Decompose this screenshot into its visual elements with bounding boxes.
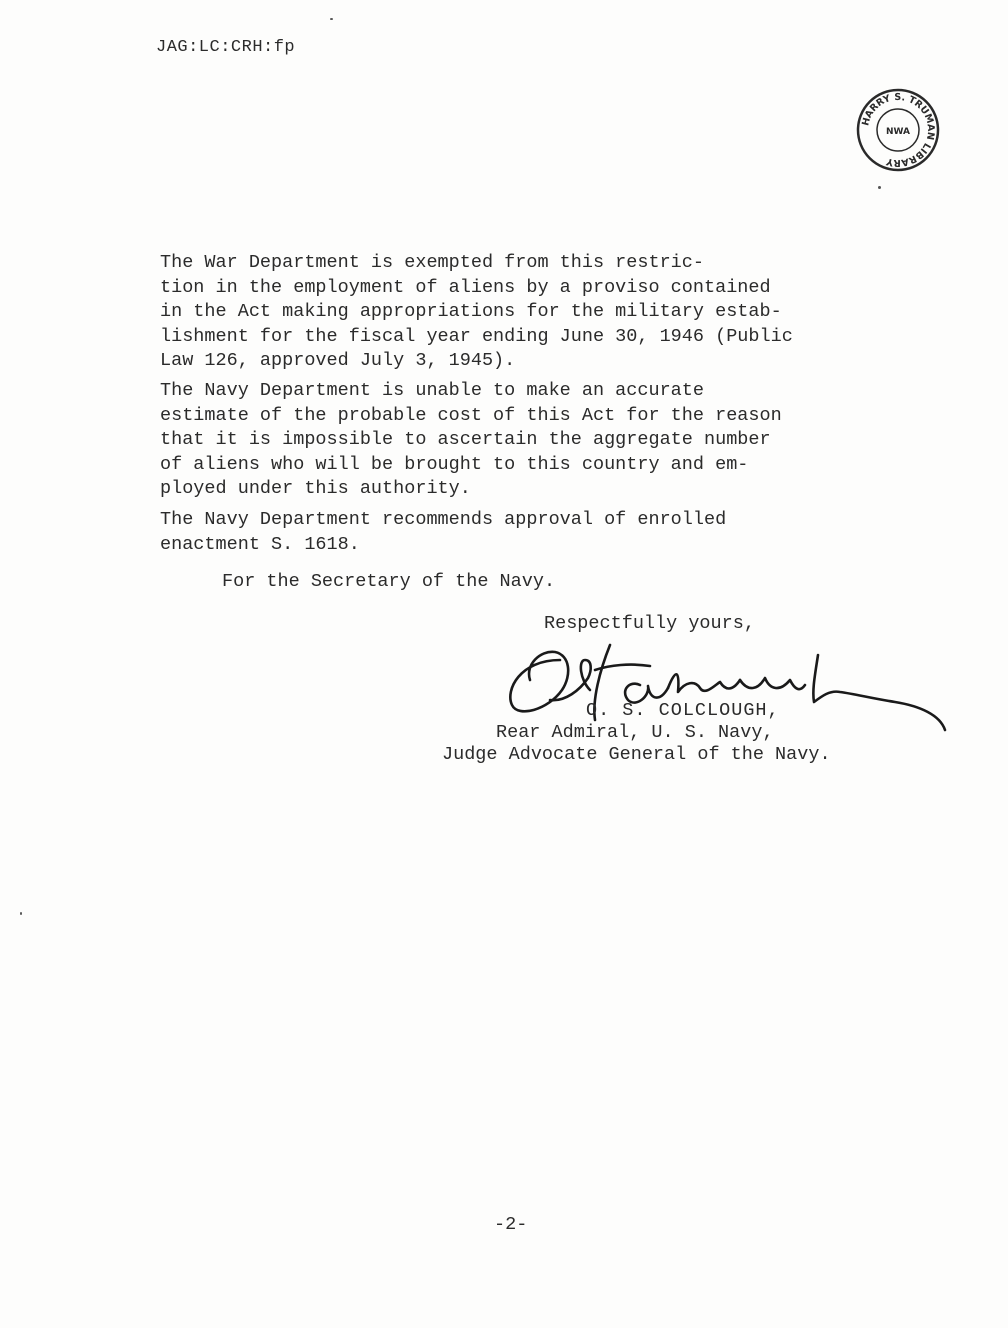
page-number: -2- xyxy=(494,1214,528,1235)
paragraph-cost-estimate: The Navy Department is unable to make an accurate estimate of the probable cost of this Act for the reason that it is impossible to ascertain the aggregate number of aliens who will be brought to this country and em- ployed under this authority. xyxy=(160,380,782,499)
paragraph-war-department: The War Department is exempted from this restric- tion in the employment of aliens by a proviso contained in the Act making appropriations for the military estab- lishment for the fiscal year ending June 30, 1946 (Public Law 126, approved July 3, 1945). xyxy=(160,252,793,371)
reference-code: JAG:LC:CRH:fp xyxy=(156,38,296,57)
stamp-text: HARRY S. TRUMAN LIBRARY xyxy=(860,91,937,169)
paper-speck xyxy=(20,912,22,915)
paragraph-for-secretary: For the Secretary of the Navy. xyxy=(222,571,556,592)
paragraph-recommendation: The Navy Department recommends approval of enrolled enactment S. 1618. xyxy=(160,509,727,555)
paper-speck xyxy=(878,186,881,189)
paper-speck xyxy=(330,18,333,20)
library-stamp xyxy=(856,88,940,172)
signatory-title: Judge Advocate General of the Navy. xyxy=(442,744,831,765)
stamp-center-text: NWA xyxy=(885,127,911,137)
signatory-rank: Rear Admiral, U. S. Navy, xyxy=(496,722,774,743)
signatory-name: O. S. COLCLOUGH, xyxy=(586,700,780,721)
closing-salutation: Respectfully yours, xyxy=(544,613,755,634)
